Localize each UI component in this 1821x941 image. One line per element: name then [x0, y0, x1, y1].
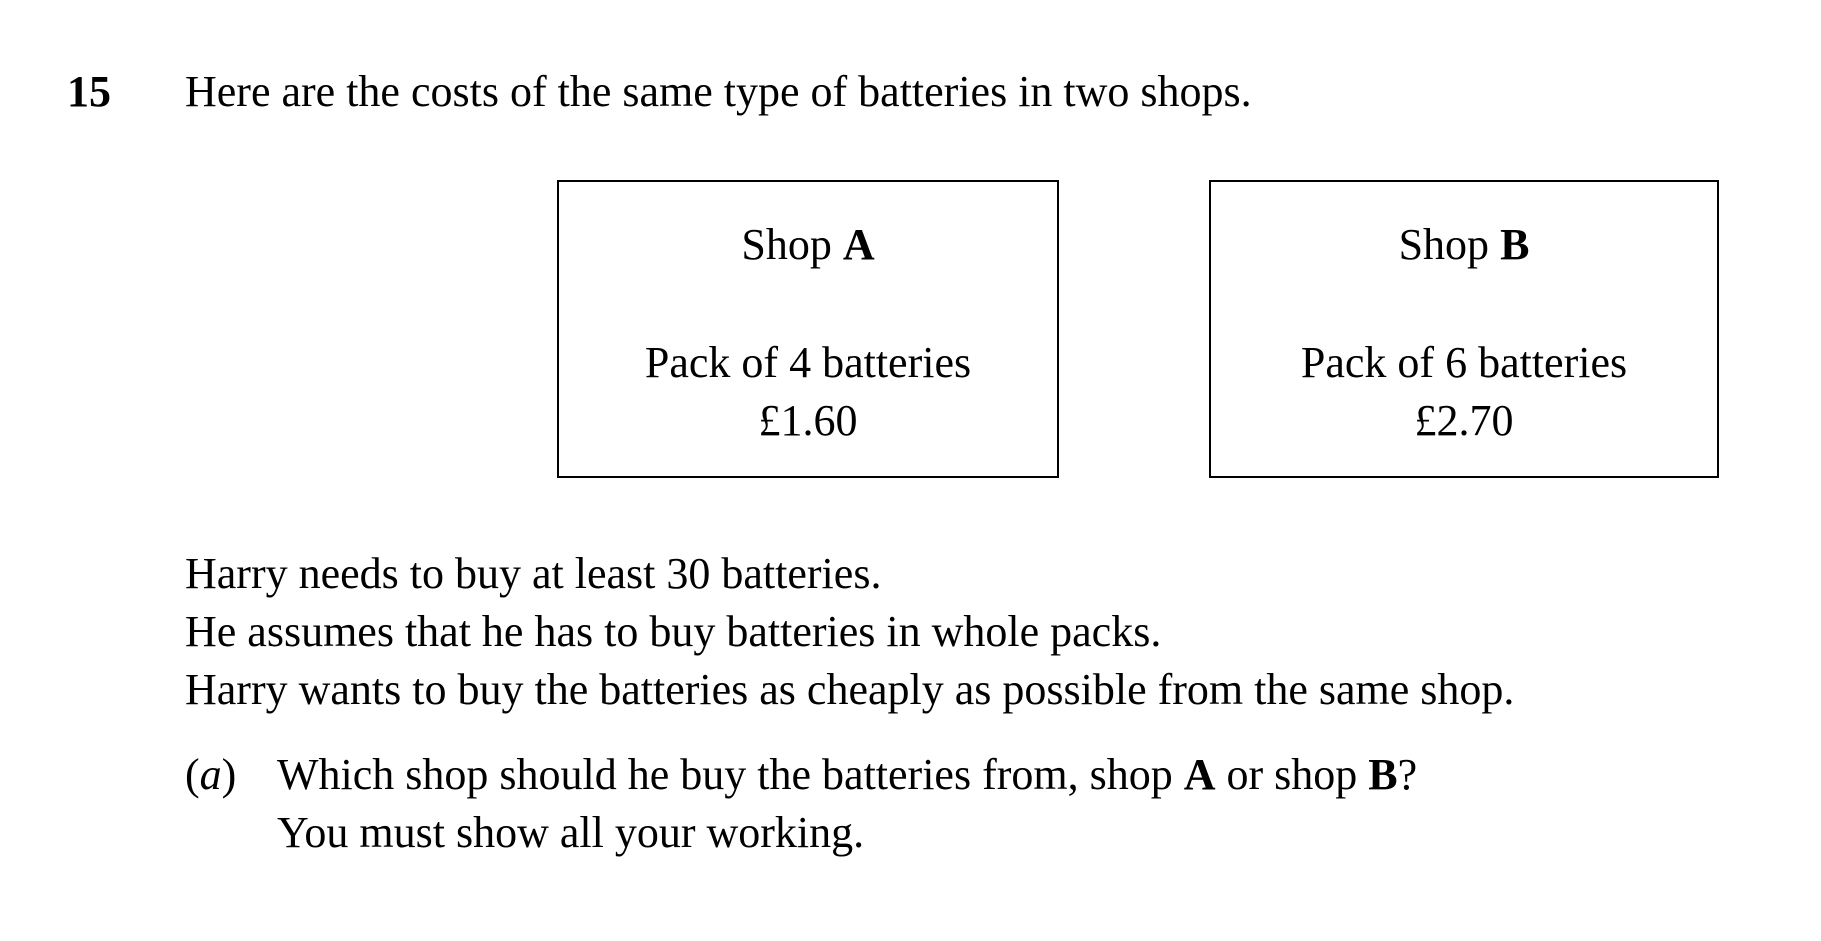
shop-a-title	[559, 216, 1057, 274]
info-line-1: Harry needs to buy at least 30 batteries.	[185, 549, 882, 598]
shop-a-letter: A	[842, 220, 875, 269]
info-line-3: Harry wants to buy the batteries as cheaply as possible from the same shop.	[185, 665, 1515, 714]
shop-a-box	[557, 180, 1059, 478]
part-a-letter: a	[199, 750, 222, 799]
question-number: 15	[67, 67, 111, 116]
part-a-open-paren: (	[185, 750, 200, 799]
shop-b-title-prefix: Shop	[1398, 220, 1501, 269]
part-a-line-2: You must show all your working.	[277, 808, 865, 857]
part-a-close-paren: )	[221, 750, 237, 799]
part-a-text	[277, 746, 1417, 862]
shop-a-title-prefix: Shop	[741, 220, 843, 269]
shop-a-pack: Pack of 4 batteries	[644, 338, 972, 387]
shop-b-price: £2.70	[1414, 396, 1514, 445]
part-a-shop-a: A	[1183, 750, 1216, 799]
part-a-line-1	[277, 746, 1417, 804]
info-block	[185, 545, 1514, 719]
shop-b-pack: Pack of 6 batteries	[1300, 338, 1628, 387]
part-a-shop-b: B	[1368, 750, 1398, 799]
part-a-label	[185, 746, 236, 804]
shop-b-letter: B	[1500, 220, 1530, 269]
shop-a-price: £1.60	[758, 396, 858, 445]
question-intro: Here are the costs of the same type of batteries in two shops.	[185, 67, 1252, 116]
part-a-line-1-text-3: ?	[1397, 750, 1418, 799]
shop-b-box	[1209, 180, 1719, 478]
shop-b-title	[1211, 216, 1717, 274]
part-a-line-1-text-1: Which shop should he buy the batteries from, shop	[277, 750, 1184, 799]
part-a-line-1-text-2: or shop	[1215, 750, 1369, 799]
info-line-2: He assumes that he has to buy batteries in whole packs.	[185, 607, 1162, 656]
